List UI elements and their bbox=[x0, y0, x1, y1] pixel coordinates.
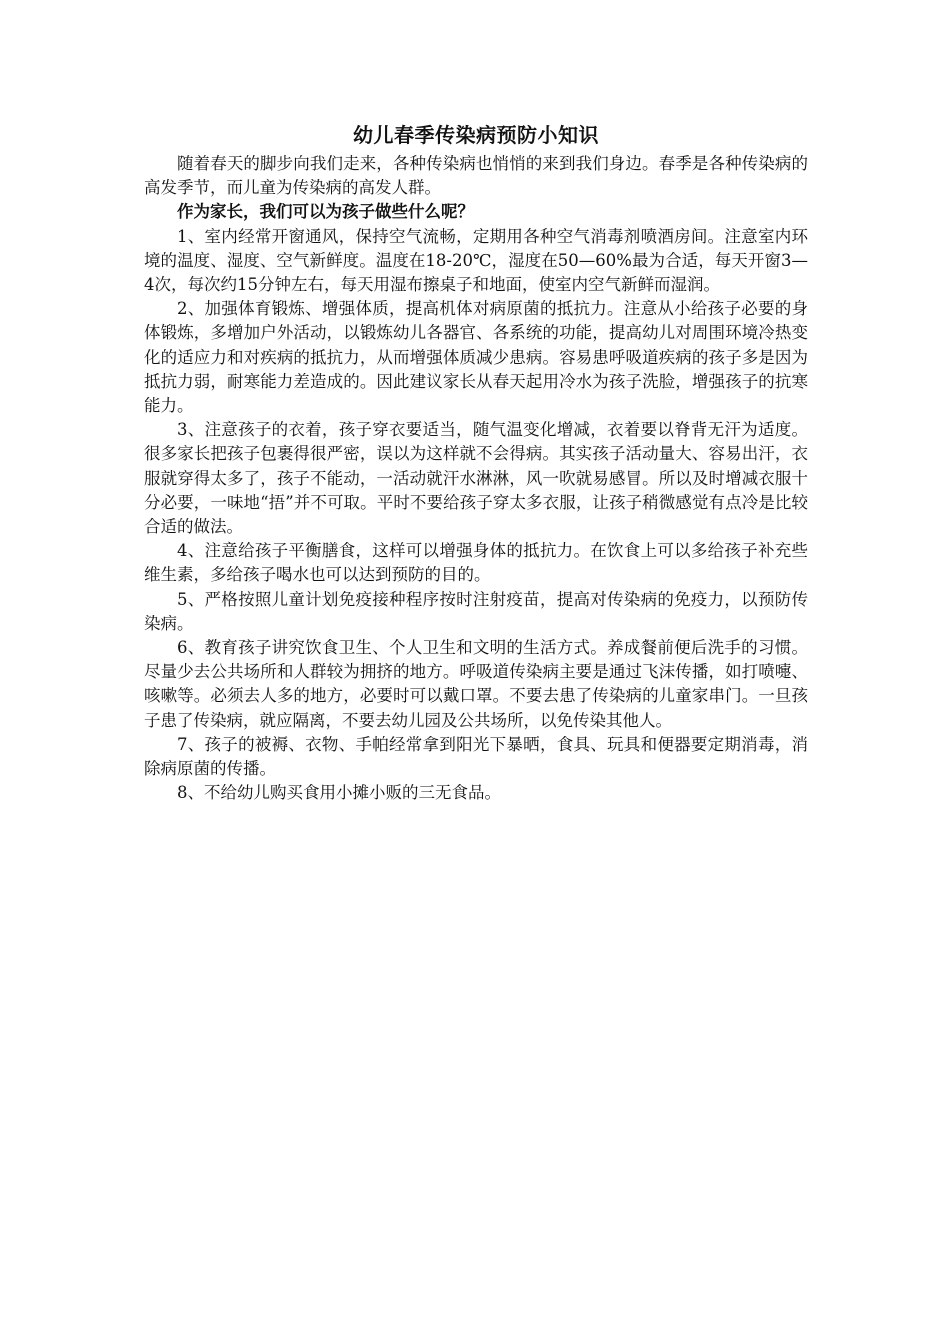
tip-item-2: 2、加强体育锻炼、增强体质，提高机体对病原菌的抵抗力。注意从小给孩子必要的身体锻炼，多增加户外活动，以锻炼幼儿各器官、各系统的功能，提高幼儿对周围环境冷热变化的适应力和对疾病的抵抗力，从而增强体质减少患病。容易患呼吸道疾病的孩子多是因为抵抗力弱，耐寒能力差造成的。因此建议家长从春天起用冷水为孩子洗脸，增强孩子的抗寒能力。 bbox=[144, 299, 808, 416]
tip-item-1: 1、室内经常开窗通风，保持空气流畅，定期用各种空气消毒剂喷酒房间。注意室内环境的温度、湿度、空气新鲜度。温度在18-20℃，湿度在50—60%最为合适，每天开窗3—4次，每次约15分钟左右，每天用湿布擦桌子和地面，使室内空气新鲜而湿润。 bbox=[144, 226, 808, 295]
tip-item-8: 8、不给幼儿购买食用小摊小贩的三无食品。 bbox=[177, 783, 501, 803]
intro-paragraph: 随着春天的脚步向我们走来，各种传染病也悄悄的来到我们身边。春季是各种传染病的高发季节，而儿童为传染病的高发人群。 bbox=[144, 154, 808, 198]
document-title: 幼儿春季传染病预防小知识 bbox=[353, 123, 599, 147]
tip-item-5: 5、严格按照儿童计划免疫接种程序按时注射疫苗，提高对传染病的免疫力，以预防传染病。 bbox=[144, 589, 808, 633]
tip-item-3: 3、注意孩子的衣着，孩子穿衣要适当，随气温变化增减，衣着要以脊背无汗为适度。很多家长把孩子包裹得很严密，误以为这样就不会得病。其实孩子活动量大、容易出汗，衣服就穿得太多了，孩子不能动，一活动就汗水淋淋，风一吹就易感冒。所以及时增减衣服十分必要，一味地“捂”并不可取。平时不要给孩子穿太多衣服，让孩子稍微感觉有点冷是比较合适的做法。 bbox=[144, 420, 808, 537]
tip-item-4: 4、注意给孩子平衡膳食，这样可以增强身体的抵抗力。在饮食上可以多给孩子补充些维生素，多给孩子喝水也可以达到预防的目的。 bbox=[144, 541, 808, 585]
question-heading: 作为家长，我们可以为孩子做些什么呢？ bbox=[177, 202, 474, 222]
tip-item-6: 6、教育孩子讲究饮食卫生、个人卫生和文明的生活方式。养成餐前便后洗手的习惯。尽量少去公共场所和人群较为拥挤的地方。呼吸道传染病主要是通过飞沫传播，如打喷嚏、咳嗽等。必须去人多的地方，必要时可以戴口罩。不要去患了传染病的儿童家串门。一旦孩子患了传染病，就应隔离，不要去幼儿园及公共场所，以免传染其他人。 bbox=[144, 638, 808, 730]
tip-item-7: 7、孩子的被褥、衣物、手帕经常拿到阳光下暴晒，食具、玩具和便器要定期消毒，消除病原菌的传播。 bbox=[144, 734, 808, 779]
document-page bbox=[144, 118, 808, 805]
